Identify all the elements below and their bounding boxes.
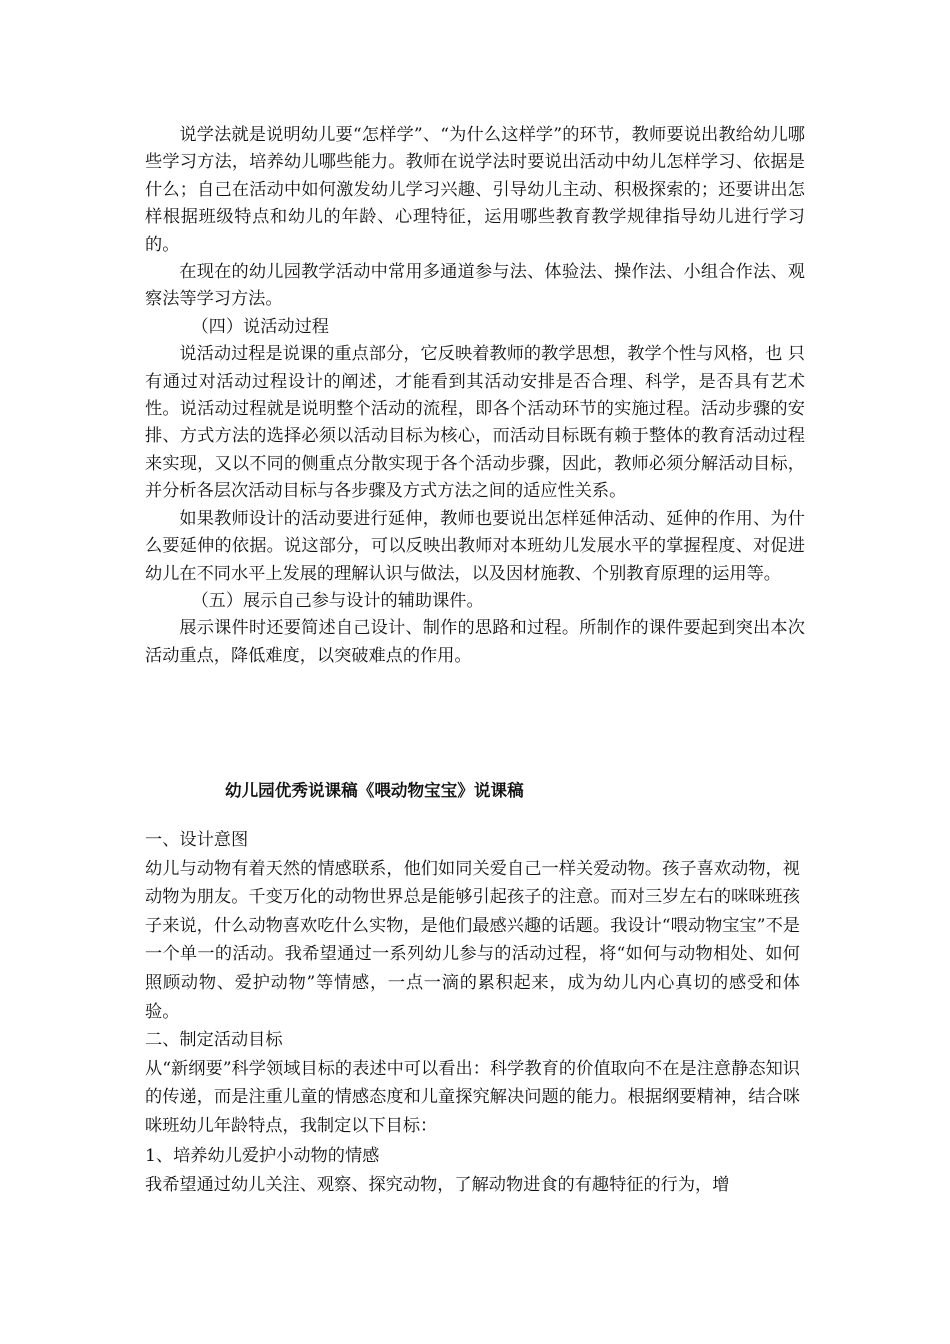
- paragraph-activity-goals: 从“新纲要”科学领域目标的表述中可以看出：科学教育的价值取向不在是注意静态知识的传递，而是注重儿童的情感态度和儿童探究解决问题的能力。根据纲要精神，结合咪咪班幼儿年龄特点，我制定以下目标：: [145, 1058, 800, 1136]
- lesson-plan-section: [145, 826, 800, 1200]
- heading-activity-process: （四）说活动过程: [191, 316, 329, 337]
- paragraph-courseware: 展示课件时还要简述自己设计、制作的思路和过程。所制作的课件要起到突出本次活动重点，降低难度，以突破难点的作用。: [145, 618, 805, 666]
- teaching-method-section: [145, 122, 805, 670]
- paragraph-learning-method: 说学法就是说明幼儿要“怎样学”、“为什么这样学”的环节，教师要说出教给幼儿哪些学习方法，培养幼儿哪些能力。教师在说学法时要说出活动中幼儿怎样学习、依据是什么；自己在活动中如何激发幼儿学习兴趣、引导幼儿主动、积极探索的；还要讲出怎样根据班级特点和幼儿的年龄、心理特征，运用哪些教育教学规律指导幼儿进行学习的。: [145, 125, 805, 255]
- heading-courseware: （五）展示自己参与设计的辅助课件。: [191, 590, 484, 611]
- paragraph-goal-1: 我希望通过幼儿关注、观察、探究动物，了解动物进食的有趣特征的行为，增: [145, 1175, 730, 1196]
- paragraph-extension: 如果教师设计的活动要进行延伸，教师也要说出怎样延伸活动、延伸的作用、为什么要延伸的依据。说这部分，可以反映出教师对本班幼儿发展水平的掌握程度、对促进幼儿在不同水平上发展的理解认识与做法，以及因材施教、个别教育原理的运用等。: [145, 508, 805, 584]
- paragraph-design-intent: 幼儿与动物有着天然的情感联系，他们如同关爱自己一样关爱动物。孩子喜欢动物，视动物为朋友。千变万化的动物世界总是能够引起孩子的注意。而对三岁左右的咪咪班孩子来说，什么动物喜欢吃什么实物，是他们最感兴趣的话题。我设计“喂动物宝宝”不是一个单一的活动。我希望通过一系列幼儿参与的活动过程，将“如何与动物相处、如何照顾动物、爱护动物”等情感，一点一滴的累积起来，成为幼儿内心真切的感受和体验。: [145, 858, 800, 1022]
- document-title: 幼儿园优秀说课稿《喂动物宝宝》说课稿: [225, 781, 524, 800]
- paragraph-common-methods: 在现在的幼儿园教学活动中常用多通道参与法、体验法、操作法、小组合作法、观察法等学习方法。: [145, 262, 805, 310]
- heading-activity-goals: 二、制定活动目标: [145, 1030, 283, 1051]
- paragraph-activity-process: 说活动过程是说课的重点部分，它反映着教师的教学思想，教学个性与风格，也 只有通过对活动过程设计的阐述，才能看到其活动安排是否合理、科学，是否具有艺术性。说活动过程就是说明整个活动的流程，即各个活动环节的实施过程。活动步骤的安排、方式方法的选择必须以活动目标为核心，而活动目标既有赖于整体的教育活动过程来实现，又以不同的侧重点分散实现于各个活动步骤，因此，教师必须分解活动目标，并分析各层次活动目标与各步骤及方式方法之间的适应性关系。: [145, 344, 805, 502]
- heading-goal-1: 1、培养幼儿爱护小动物的情感: [145, 1145, 380, 1166]
- heading-design-intent: 一、设计意图: [145, 830, 249, 850]
